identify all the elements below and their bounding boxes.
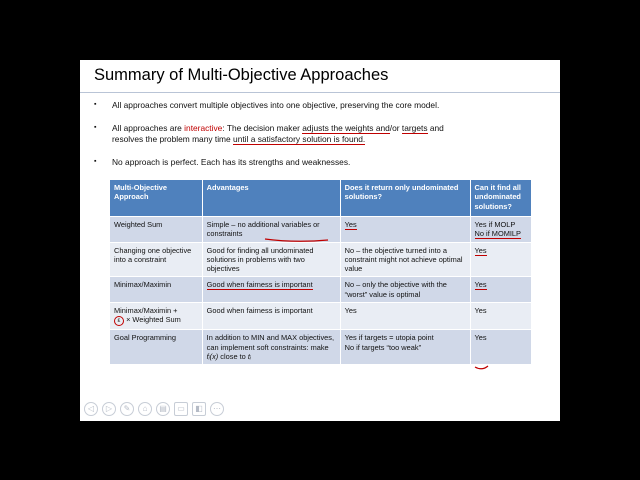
header-find-all: Can it find all undominated solutions? (470, 180, 531, 217)
highlight-interactive: interactive (184, 123, 223, 133)
text-run: Yes if targets = utopia point (344, 333, 434, 343)
slide-nav-toolbar (84, 402, 224, 416)
underlined-text: adjusts the weights and (302, 123, 390, 133)
bullet-item (92, 157, 560, 168)
math-expression: tᵢ (247, 351, 251, 361)
slide (80, 60, 560, 421)
cell-approach: Minimax/Maximin (110, 277, 203, 303)
table-header-row (110, 180, 532, 217)
cell-find-all (470, 217, 531, 243)
cell-approach: Weighted Sum (110, 217, 203, 243)
epsilon-circle-icon: ε (114, 316, 124, 326)
cell-undominated-only: Yes (340, 303, 470, 330)
table-row (110, 217, 532, 243)
cell-advantages (202, 330, 340, 365)
text-run: Minimax/Maximin + (114, 306, 178, 316)
cell-find-all: Yes (470, 330, 531, 365)
table-row (110, 277, 532, 303)
table-row (110, 330, 532, 365)
text-run: In addition to MIN and MAX objectives, can implement soft constraints: make (206, 333, 335, 352)
camera-icon[interactable]: ◧ (192, 402, 206, 416)
table-row (110, 303, 532, 330)
cell-undominated-only (340, 217, 470, 243)
underlined-text: until a satisfactory solution is found. (233, 133, 366, 144)
home-icon[interactable]: ⌂ (138, 402, 152, 416)
cell-advantages: Simple – no additional variables or constraints (202, 217, 340, 243)
underlined-text: No if MOMILP (474, 229, 521, 239)
text-run: close to (218, 351, 248, 361)
header-approach: Multi-Objective Approach (110, 180, 203, 217)
cell-approach: Changing one objective into a constraint (110, 242, 203, 277)
text-run: /or (389, 123, 402, 133)
ink-stroke (475, 366, 488, 369)
underlined-text: Yes (474, 245, 487, 255)
text-run: and (427, 123, 444, 133)
underlined-text: Yes (344, 220, 357, 229)
cell-undominated-only: No – only the objective with the “worst” value is optimal (340, 277, 470, 303)
bullet-item (92, 100, 560, 111)
approaches-table (109, 179, 532, 365)
title-divider (80, 92, 560, 93)
header-undominated-only: Does it return only undominated solutions? (340, 180, 470, 217)
slides-grid-icon[interactable]: ▤ (156, 402, 170, 416)
slide-title: Summary of Multi-Objective Approaches (94, 66, 389, 84)
bullet-text: All approaches convert multiple objectives into one objective, preserving the core model. (112, 100, 440, 110)
text-run: : The decision maker (222, 123, 303, 133)
cell-advantages (202, 277, 340, 303)
bullet-text: No approach is perfect. Each has its strengths and weaknesses. (112, 157, 351, 167)
cell-approach (110, 303, 203, 330)
cell-undominated-only: No – the objective turned into a constraint might not achieve optimal value (340, 242, 470, 277)
text-run: resolves the problem many time (112, 133, 234, 144)
cell-undominated-only (340, 330, 470, 365)
underlined-text: Yes (474, 280, 487, 290)
table-row (110, 242, 532, 277)
text-run: × Weighted Sum (126, 315, 181, 325)
bullet-marker-icon: ▪ (94, 101, 97, 108)
cell-find-all (470, 242, 531, 277)
cell-advantages: Good when fairness is important (202, 303, 340, 330)
text-run: Yes if MOLP (474, 220, 516, 229)
math-expression: fᵢ(x) (206, 351, 219, 361)
header-advantages: Advantages (202, 180, 340, 217)
underlined-text: targets (401, 123, 428, 133)
cell-find-all: Yes (470, 303, 531, 330)
cell-find-all (470, 277, 531, 303)
pen-icon[interactable]: ✎ (120, 402, 134, 416)
previous-slide-icon[interactable]: ◁ (84, 402, 98, 416)
text-run: No if targets “too weak” (344, 342, 422, 352)
cell-advantages: Good for finding all undominated solutions in problems with two objectives (202, 242, 340, 277)
bullet-item (92, 123, 560, 144)
screen-icon[interactable]: ▭ (174, 402, 188, 416)
more-options-icon[interactable]: ⋯ (210, 402, 224, 416)
bullet-marker-icon: ▪ (94, 124, 97, 131)
next-slide-icon[interactable]: ▷ (102, 402, 116, 416)
text-run: All approaches are (112, 123, 185, 133)
underlined-text: Good when fairness is important (206, 280, 313, 290)
bullet-text (112, 123, 444, 145)
cell-approach: Goal Programming (110, 330, 203, 365)
bullet-marker-icon: ▪ (94, 158, 97, 165)
